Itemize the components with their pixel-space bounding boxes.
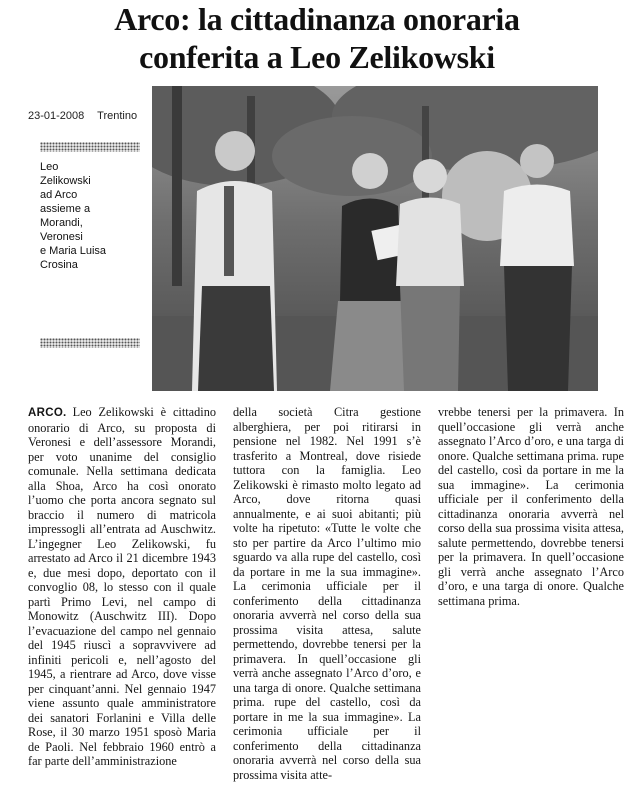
headline (12, 0, 622, 76)
article-column-2 (233, 405, 421, 797)
article-column-3 (438, 405, 624, 797)
caption-line: e Maria Luisa (40, 245, 107, 257)
caption-line: Leo (40, 161, 59, 173)
photo-caption (40, 160, 145, 272)
headline-line-2: conferita a Leo Zelikowski (139, 39, 495, 75)
article-column-2-text: della società Citra gestione alberghiera, per poi ritirarsi in pensione nel 1982. Nel 1991 s’è trasferito a Montreal, dove risiede tuttora con la famiglia. Leo Zelikowski è rimasto molto legato ad Arco, dove ritorna quasi annualmente, e ai suoi abitanti; più volte ha ripetuto: «Tutte le volte che sto per partire da Arco l’ultimo mio sguardo va alla rupe del castello, così da portare in me la sua immagine». La cerimonia ufficiale per il conferimento della cittadinanza onoraria avverrà nel corso della sua prossima visita attesa, salute permettendo, dovrebbe tenersi per la primavera. In quell’occasione gli verrà anche assegnato l’Arco d’oro, e una targa di onore. Qualche settimana prima. rupe del castello, così da portare in me la sua immagine». La cerimonia ufficiale per il conferimento della cittadinanza onoraria avverrà nel corso della sua prossima visita atte- (233, 405, 421, 782)
news-photo (152, 86, 598, 391)
article-column-1 (28, 405, 216, 797)
article-meta (28, 110, 147, 122)
news-photo-illustration (152, 86, 598, 391)
publication-date: 23-01-2008 (28, 110, 85, 122)
article-dateline: ARCO. (28, 407, 67, 419)
headline-line-1: Arco: la cittadinanza onoraria (114, 1, 520, 37)
article-body (28, 405, 624, 797)
publication-source: Trentino (97, 110, 138, 122)
article-column-1-text: Leo Zelikowski è cittadino onorario di Arco, su proposta di Veronesi e dell’assessore Morandi, per voto unanime del consiglio comunale. Nella settimana dedicata alla Shoa, Arco ha così onorato l’uomo che porta ancora segnato sul braccio il numero di matricola impressogli all’entrata ad Auschwitz. L’ingegner Leo Zelikowski, fu arrestato ad Arco il 21 dicembre 1943 e, due mesi dopo, deportato con il convoglio 08, lo stesso con il quale partì Primo Levi, nel campo di Monowitz (Auschwitz III). Dopo l’evacuazione del campo nel gennaio del 1945 riuscì a sopravvivere ad infiniti pericoli e, nell’agosto del 1945, a rientrare ad Arco, dove visse per cinquant’anni. Nel gennaio 1947 viene assunto quale amministratore dei sanatori Forlanini e Villa delle Rose, il 30 marzo 1951 sposò Maria de Paoli. Nel febbraio 1960 entrò a far parte dell’amministrazione (28, 405, 216, 768)
caption-line: ad Arco (40, 189, 78, 201)
caption-line: Crosina (40, 259, 78, 271)
caption-line: Morandi, (40, 217, 83, 229)
caption-dot-rule-bottom (40, 338, 140, 348)
caption-dot-rule-top (40, 142, 140, 152)
article-column-3-text: vrebbe tenersi per la primavera. In quell’occasione gli verrà anche assegnato l’Arco d’oro, e una targa di onore. Qualche settimana prima. rupe del castello, così da portare in me la sua immagine». La cerimonia ufficiale per il conferimento della cittadinanza onoraria avverrà nel corso della sua prossima visita attesa, salute permettendo, dovrebbe tenersi per la primavera. In quell’occasione gli verrà anche assegnato l’Arco d’oro, e una targa di onore. Qualche settimana prima. (438, 405, 624, 608)
caption-line: Veronesi (40, 231, 83, 243)
caption-line: Zelikowski (40, 175, 91, 187)
caption-line: assieme a (40, 203, 91, 215)
